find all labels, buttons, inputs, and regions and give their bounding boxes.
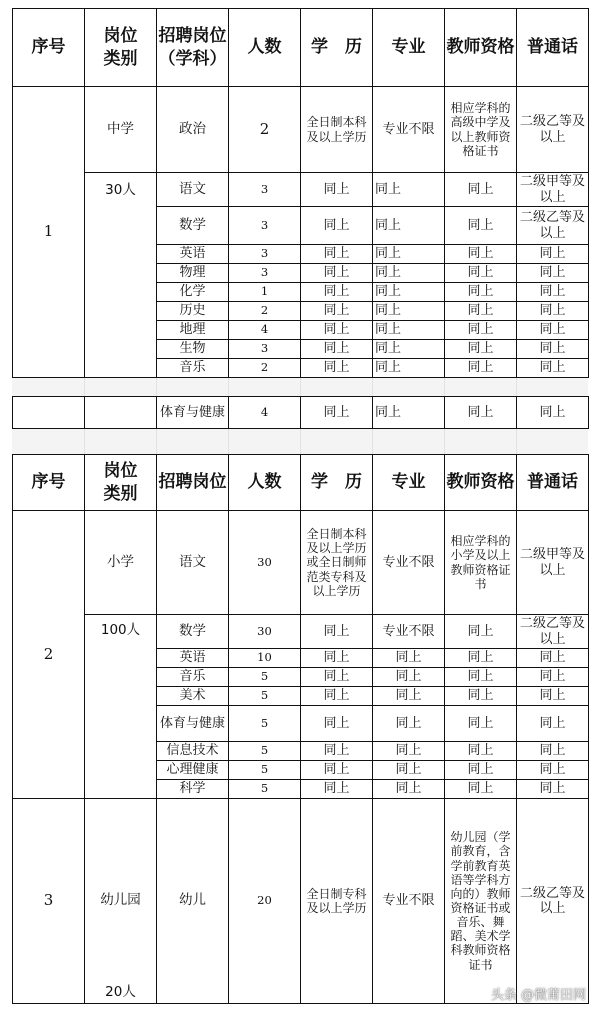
education-cell: 同上: [301, 780, 373, 799]
cert-cell: 同上: [445, 302, 517, 321]
recruitment-table-secondary: [12, 8, 589, 378]
subject-cell: 数学: [157, 615, 229, 649]
cert-cell: 同上: [445, 340, 517, 359]
major-cell: 同上: [373, 687, 445, 706]
table-row: [13, 397, 589, 429]
subject-cell: 语文: [157, 173, 229, 207]
cert-cell: 同上: [445, 397, 517, 429]
education-cell: 全日制专科及以上学历: [301, 799, 373, 1004]
count-cell: 10: [229, 649, 301, 668]
subject-cell: 体育与健康: [157, 706, 229, 742]
cert-cell: 相应学科的小学及以上教师资格证书: [445, 511, 517, 615]
count-cell: 3: [229, 340, 301, 359]
education-cell: 全日制本科及以上学历: [301, 87, 373, 173]
major-cell: 同上: [373, 302, 445, 321]
header-category-line2: 类别: [103, 48, 138, 69]
mandarin-cell: 同上: [517, 245, 589, 264]
mandarin-cell: 同上: [517, 742, 589, 761]
mandarin-cell: 同上: [517, 302, 589, 321]
major-cell: 同上: [373, 321, 445, 340]
cert-cell: 相应学科的高级中学及以上教师资格证书: [445, 87, 517, 173]
count-cell: 5: [229, 687, 301, 706]
mandarin-cell: 同上: [517, 340, 589, 359]
table-header-row: [13, 455, 589, 511]
subject-cell: 英语: [157, 245, 229, 264]
count-cell: 30: [229, 511, 301, 615]
mandarin-cell: 同上: [517, 687, 589, 706]
education-cell: 同上: [301, 397, 373, 429]
education-cell: 同上: [301, 761, 373, 780]
subject-cell: 体育与健康: [157, 397, 229, 429]
education-cell: 同上: [301, 302, 373, 321]
cert-cell: 同上: [445, 245, 517, 264]
mandarin-cell: 同上: [517, 761, 589, 780]
section-level: 中学: [85, 87, 157, 173]
empty-seq-cell: [13, 397, 85, 429]
education-cell: 同上: [301, 359, 373, 378]
cert-cell: 同上: [445, 359, 517, 378]
major-cell: 同上: [373, 397, 445, 429]
education-cell: 全日制本科及以上学历或全日制师范类专科及以上学历: [301, 511, 373, 615]
major-cell: 同上: [373, 649, 445, 668]
cert-cell: 同上: [445, 173, 517, 207]
subject-cell: 美术: [157, 687, 229, 706]
education-cell: 同上: [301, 207, 373, 245]
major-cell: 同上: [373, 668, 445, 687]
table-row: [13, 511, 589, 615]
section-seq: 2: [13, 511, 85, 799]
count-cell: 3: [229, 264, 301, 283]
section-level: [85, 799, 157, 1004]
mandarin-cell: 同上: [517, 649, 589, 668]
cert-cell: 同上: [445, 780, 517, 799]
section-total: 20人: [105, 984, 136, 1001]
education-cell: 同上: [301, 340, 373, 359]
education-cell: 同上: [301, 687, 373, 706]
count-cell: 5: [229, 668, 301, 687]
header-education: 学 历: [301, 455, 373, 511]
spacer-row-2: [12, 428, 588, 454]
cert-cell: 同上: [445, 649, 517, 668]
header-mandarin: 普通话: [517, 9, 589, 87]
major-cell: 同上: [373, 207, 445, 245]
section-level: 小学: [85, 511, 157, 615]
subject-cell: 化学: [157, 283, 229, 302]
header-major: 专业: [373, 9, 445, 87]
cert-cell: 同上: [445, 321, 517, 340]
count-cell: 3: [229, 245, 301, 264]
education-cell: 同上: [301, 742, 373, 761]
spacer-row-1: [12, 377, 588, 396]
header-post: 招聘岗位: [157, 455, 229, 511]
header-cert: 教师资格: [445, 9, 517, 87]
mandarin-cell: 同上: [517, 321, 589, 340]
subject-cell: 音乐: [157, 359, 229, 378]
education-cell: 同上: [301, 321, 373, 340]
mandarin-cell: 同上: [517, 397, 589, 429]
count-cell: 2: [229, 87, 301, 173]
header-category-line2: 类别: [103, 483, 138, 504]
header-category: [85, 9, 157, 87]
subject-cell: 心理健康: [157, 761, 229, 780]
subject-cell: 幼儿: [157, 799, 229, 1004]
education-cell: 同上: [301, 173, 373, 207]
subject-cell: 科学: [157, 780, 229, 799]
cert-cell: 同上: [445, 687, 517, 706]
subject-cell: 信息技术: [157, 742, 229, 761]
count-cell: 2: [229, 302, 301, 321]
mandarin-cell: 同上: [517, 359, 589, 378]
cert-cell: 同上: [445, 615, 517, 649]
mandarin-cell: 同上: [517, 283, 589, 302]
major-cell: 专业不限: [373, 799, 445, 1004]
header-seq: 序号: [13, 455, 85, 511]
major-cell: 专业不限: [373, 511, 445, 615]
count-cell: 5: [229, 761, 301, 780]
count-cell: 5: [229, 706, 301, 742]
header-category-line1: 岗位: [103, 26, 138, 47]
recruitment-table-primary: [12, 454, 589, 1004]
education-cell: 同上: [301, 245, 373, 264]
header-count: 人数: [229, 455, 301, 511]
subject-cell: 生物: [157, 340, 229, 359]
subject-cell: 数学: [157, 207, 229, 245]
count-cell: 5: [229, 780, 301, 799]
cert-cell: 同上: [445, 283, 517, 302]
header-category-line1: 岗位: [103, 461, 138, 482]
major-cell: 同上: [373, 173, 445, 207]
table-row: [13, 173, 589, 207]
major-cell: 同上: [373, 706, 445, 742]
mandarin-cell: 同上: [517, 668, 589, 687]
cert-cell: 同上: [445, 706, 517, 742]
count-cell: 20: [229, 799, 301, 1004]
count-cell: 3: [229, 173, 301, 207]
header-count: 人数: [229, 9, 301, 87]
count-cell: 3: [229, 207, 301, 245]
count-cell: 5: [229, 742, 301, 761]
cert-cell: 幼儿园（学前教育，含学前教育英语等学科方向的）教师资格证书或音乐、舞蹈、美术学科教师资格证书: [445, 799, 517, 1004]
section-seq: 3: [13, 799, 85, 1004]
section-total: 30人: [85, 173, 157, 378]
table-row: [13, 87, 589, 173]
header-category: [85, 455, 157, 511]
mandarin-cell: 同上: [517, 780, 589, 799]
major-cell: 同上: [373, 359, 445, 378]
major-cell: 同上: [373, 742, 445, 761]
education-cell: 同上: [301, 649, 373, 668]
education-cell: 同上: [301, 615, 373, 649]
kindergarten-level-label: 幼儿园: [100, 892, 141, 909]
count-cell: 4: [229, 397, 301, 429]
major-cell: 同上: [373, 245, 445, 264]
major-cell: 同上: [373, 283, 445, 302]
cert-cell: 同上: [445, 742, 517, 761]
education-cell: 同上: [301, 668, 373, 687]
table-header-row: [13, 9, 589, 87]
section-seq: 1: [13, 87, 85, 378]
subject-cell: 政治: [157, 87, 229, 173]
table-row: [13, 799, 589, 1004]
empty-category-cell: [85, 397, 157, 429]
mandarin-cell: 同上: [517, 264, 589, 283]
cert-cell: 同上: [445, 264, 517, 283]
mandarin-cell: 二级甲等及以上: [517, 173, 589, 207]
major-cell: 专业不限: [373, 615, 445, 649]
count-cell: 2: [229, 359, 301, 378]
subject-cell: 音乐: [157, 668, 229, 687]
mandarin-cell: 同上: [517, 706, 589, 742]
recruitment-table-secondary-extra: [12, 396, 589, 429]
count-cell: 1: [229, 283, 301, 302]
watermark: 头条 @微莆田网: [490, 988, 586, 1003]
table-row: [13, 615, 589, 649]
count-cell: 4: [229, 321, 301, 340]
cert-cell: 同上: [445, 761, 517, 780]
mandarin-cell: 二级乙等及以上: [517, 615, 589, 649]
header-cert: 教师资格: [445, 455, 517, 511]
major-cell: 同上: [373, 340, 445, 359]
subject-cell: 语文: [157, 511, 229, 615]
subject-cell: 历史: [157, 302, 229, 321]
header-mandarin: 普通话: [517, 455, 589, 511]
header-major: 专业: [373, 455, 445, 511]
mandarin-cell: 二级乙等及以上: [517, 87, 589, 173]
education-cell: 同上: [301, 706, 373, 742]
header-seq: 序号: [13, 9, 85, 87]
major-cell: 同上: [373, 264, 445, 283]
subject-cell: 英语: [157, 649, 229, 668]
subject-cell: 地理: [157, 321, 229, 340]
major-cell: 同上: [373, 761, 445, 780]
subject-cell: 物理: [157, 264, 229, 283]
section-total: 100人: [85, 615, 157, 799]
mandarin-cell: 二级甲等及以上: [517, 511, 589, 615]
education-cell: 同上: [301, 264, 373, 283]
major-cell: 专业不限: [373, 87, 445, 173]
cert-cell: 同上: [445, 207, 517, 245]
major-cell: 同上: [373, 780, 445, 799]
header-post: 招聘岗位（学科）: [157, 9, 229, 87]
cert-cell: 同上: [445, 668, 517, 687]
mandarin-cell: 二级乙等及以上: [517, 207, 589, 245]
mandarin-cell: 二级乙等及以上: [517, 799, 589, 1004]
count-cell: 30: [229, 615, 301, 649]
header-education: 学 历: [301, 9, 373, 87]
education-cell: 同上: [301, 283, 373, 302]
